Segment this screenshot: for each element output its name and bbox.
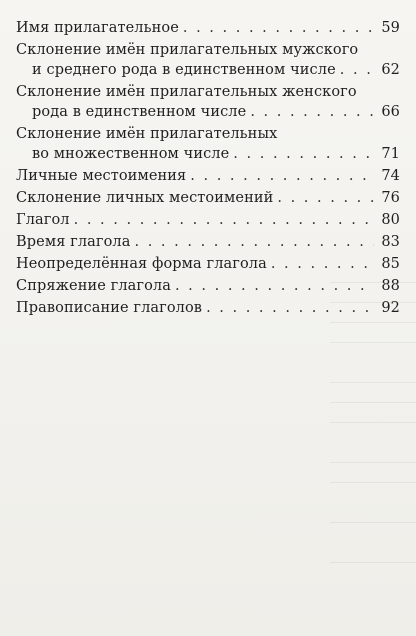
leader-dots xyxy=(74,210,374,230)
toc-entry xyxy=(16,254,400,274)
toc-entry-title: Неопределённая форма глагола xyxy=(16,256,267,272)
leader-dots xyxy=(206,298,374,318)
toc-entry xyxy=(16,276,400,296)
toc-entry-title: Правописание глаголов xyxy=(16,300,203,316)
toc-entry-title: Склонение имён прилагательных xyxy=(16,126,278,142)
toc-page-number: 66 xyxy=(381,104,400,120)
leader-dots xyxy=(271,254,374,274)
toc-entry xyxy=(16,298,400,318)
toc-entry xyxy=(16,166,400,186)
toc-entry-title: Личные местоимения xyxy=(16,168,187,184)
toc-page-number: 62 xyxy=(381,62,400,78)
toc-page-number: 92 xyxy=(381,300,400,316)
toc-page-number: 59 xyxy=(381,20,400,36)
toc-entry-title: Склонение имён прилагательных женского xyxy=(16,84,357,100)
toc-page-number: 74 xyxy=(381,168,400,184)
table-of-contents xyxy=(16,18,400,318)
toc-entry xyxy=(16,124,400,164)
toc-entry xyxy=(16,232,400,252)
toc-page-number: 80 xyxy=(381,212,400,228)
toc-entry xyxy=(16,40,400,80)
toc-entry-title: Глагол xyxy=(16,212,70,228)
leader-dots xyxy=(183,18,374,38)
toc-page-number: 85 xyxy=(381,256,400,272)
toc-entry-title: Склонение личных местоимений xyxy=(16,190,274,206)
toc-entry xyxy=(16,210,400,230)
leader-dots xyxy=(175,276,374,296)
toc-entry-title: Имя прилагательное xyxy=(16,20,179,36)
toc-page-number: 76 xyxy=(381,190,400,206)
toc-entry-title: Время глагола xyxy=(16,234,131,250)
leader-dots xyxy=(135,232,375,252)
toc-entry-title: Склонение имён прилагательных мужского xyxy=(16,42,359,58)
leader-dots xyxy=(277,188,374,208)
show-through-texture xyxy=(0,262,416,636)
toc-entry-title: Спряжение глагола xyxy=(16,278,171,294)
toc-entry xyxy=(16,82,400,122)
toc-entry-title-continuation: и среднего рода в единственном числе xyxy=(32,62,336,78)
toc-entry-title-continuation: рода в единственном числе xyxy=(32,104,247,120)
leader-dots xyxy=(190,166,374,186)
leader-dots xyxy=(233,144,374,164)
toc-entry-title-continuation: во множественном числе xyxy=(32,146,230,162)
leader-dots xyxy=(250,102,374,122)
toc-entry xyxy=(16,188,400,208)
toc-page-number: 71 xyxy=(381,146,400,162)
toc-page-number: 83 xyxy=(381,234,400,250)
leader-dots xyxy=(340,60,374,80)
toc-page-number: 88 xyxy=(381,278,400,294)
toc-entry xyxy=(16,18,400,38)
